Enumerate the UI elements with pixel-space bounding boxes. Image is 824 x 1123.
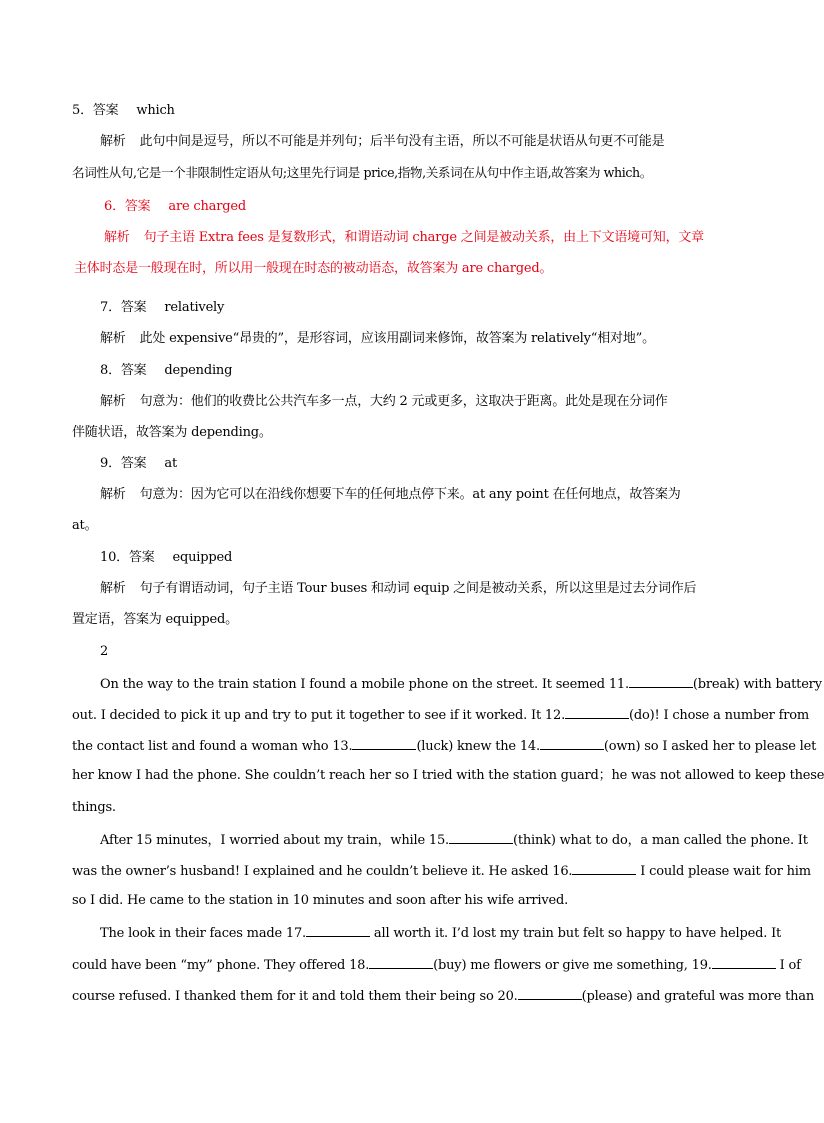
answer-8-explain-label: 解析 (100, 394, 126, 409)
passage-text: (luck) knew the 14. (416, 739, 540, 754)
blank-11[interactable] (629, 674, 693, 688)
blank-13[interactable] (352, 736, 416, 750)
passage-text: (own) so I asked her to please let (603, 739, 817, 754)
passage-text: the contact list and found a woman who 13. (72, 739, 353, 754)
answer-5-explain-line-2: 名词性从句,它是一个非限制性定语从句;这里先行词是 price,指物,关系词在从句中作主语,故答案为 which。 (72, 165, 652, 180)
blank-14[interactable] (540, 736, 604, 750)
answer-7-explain-text-1: 此处 expensive“昂贵的”，是形容词，应该用副词来修饰，故答案为 relatively“相对地”。 (139, 331, 655, 346)
answer-9-explain-line-2: at。 (72, 518, 98, 533)
answer-7-value: relatively (164, 300, 225, 315)
answer-5-explain-label: 解析 (100, 134, 126, 149)
answer-9-explain-text-1: 句意为：因为它可以在沿线你想要下车的任何地点停下来。at any point 在任何地点，故答案为 (139, 487, 681, 502)
answer-7-explain-line-1 (100, 330, 760, 348)
passage-text: On the way to the train station I found a mobile phone on the street. It seemed 11. (100, 677, 629, 692)
passage-text: The look in their faces made 17. (100, 926, 306, 941)
answer-5-explain-text-1: 此句中间是逗号，所以不可能是并列句；后半句没有主语，所以不可能是状语从句更不可能是 (139, 134, 665, 149)
answer-6-explain-label: 解析 (104, 230, 130, 245)
passage-p3-line-2 (72, 955, 801, 975)
blank-20[interactable] (518, 986, 582, 1000)
section-number: 2 (100, 644, 109, 659)
answer-9-heading (100, 455, 760, 473)
passage-text: I of (775, 958, 801, 973)
answer-6-explain-text-1: 句子主语 Extra fees 是复数形式，和谓语动词 charge 之间是被动关系，由上下文语境可知，文章 (143, 230, 704, 245)
passage-text: (buy) me flowers or give me something, 19. (433, 958, 712, 973)
answer-8-explain-text-1: 句意为：他们的收费比公共汽车多一点，大约 2 元或更多，这取决于距离。此处是现在分词作 (139, 394, 668, 409)
passage-p3-line-3 (72, 986, 815, 1006)
answer-5-heading (72, 102, 732, 120)
passage-text: (break) with battery (692, 677, 822, 692)
answer-6-explain-line-1 (104, 229, 730, 247)
answer-9-explain-line-1 (100, 486, 732, 504)
answer-8-heading (100, 362, 760, 380)
blank-12[interactable] (565, 705, 629, 719)
passage-p3-line-1 (100, 923, 782, 943)
answer-7-label: 7．答案 (100, 300, 147, 315)
passage-p1-line-1 (100, 674, 822, 694)
answer-10-value: equipped (172, 550, 233, 565)
blank-18[interactable] (369, 955, 433, 969)
blank-15[interactable] (449, 830, 513, 844)
answer-7-explain-label: 解析 (100, 331, 126, 346)
passage-text: (think) what to do，a man called the phone. It (512, 833, 808, 848)
blank-19[interactable] (712, 955, 776, 969)
blank-17[interactable] (306, 923, 370, 937)
answer-10-heading (100, 549, 760, 567)
answer-10-explain-label: 解析 (100, 581, 126, 596)
passage-text: out. I decided to pick it up and try to put it together to see if it worked. It 12. (72, 708, 565, 723)
passage-text: could have been “my” phone. They offered 18. (72, 958, 370, 973)
answer-6-label: 6．答案 (104, 199, 151, 214)
passage-p2-line-2 (72, 861, 811, 881)
answer-5-label: 5．答案 (72, 103, 119, 118)
passage-text: (please) and grateful was more than (581, 989, 815, 1004)
passage-text: was the owner’s husband! I explained and he couldn’t believe it. He asked 16. (72, 864, 573, 879)
blank-16[interactable] (572, 861, 636, 875)
answer-9-value: at (164, 456, 177, 471)
passage-p2-line-1 (100, 830, 808, 850)
passage-text: I could please wait for him (636, 864, 811, 879)
passage-p2-line-3: so I did. He came to the station in 10 minutes and soon after his wife arrived. (72, 893, 569, 908)
answer-8-value: depending (164, 363, 233, 378)
answer-6-heading (104, 198, 764, 216)
answer-10-label: 10．答案 (100, 550, 155, 565)
answer-10-explain-line-1 (100, 580, 732, 598)
answer-8-label: 8．答案 (100, 363, 147, 378)
answer-8-explain-line-1 (100, 393, 732, 411)
passage-text: all worth it. I’d lost my train but felt so happy to have helped. It (370, 926, 782, 941)
passage-text: (do)! I chose a number from (629, 708, 809, 723)
passage-p1-line-4: her know I had the phone. She couldn’t reach her so I tried with the station guard；he was not allowed to keep these (72, 768, 824, 783)
passage-text: After 15 minutes，I worried about my train，while 15. (100, 833, 449, 848)
answer-9-label: 9．答案 (100, 456, 147, 471)
answer-6-value: are charged (168, 199, 246, 214)
passage-p1-line-2 (72, 705, 809, 725)
passage-p1-line-5: things. (72, 800, 116, 815)
answer-5-explain-line-1 (100, 133, 732, 151)
answer-7-heading (100, 299, 760, 317)
answer-6-explain-line-2: 主体时态是一般现在时，所以用一般现在时态的被动语态，故答案为 are charged。 (74, 261, 553, 276)
passage-p1-line-3 (72, 736, 817, 756)
answer-9-explain-label: 解析 (100, 487, 126, 502)
answer-8-explain-line-2: 伴随状语，故答案为 depending。 (72, 425, 272, 440)
answer-5-value: which (136, 103, 175, 118)
passage-text: course refused. I thanked them for it and told them their being so 20. (72, 989, 518, 1004)
answer-10-explain-line-2: 置定语，答案为 equipped。 (72, 612, 238, 627)
answer-10-explain-text-1: 句子有谓语动词，句子主语 Tour buses 和动词 equip 之间是被动关系，所以这里是过去分词作后 (139, 581, 697, 596)
